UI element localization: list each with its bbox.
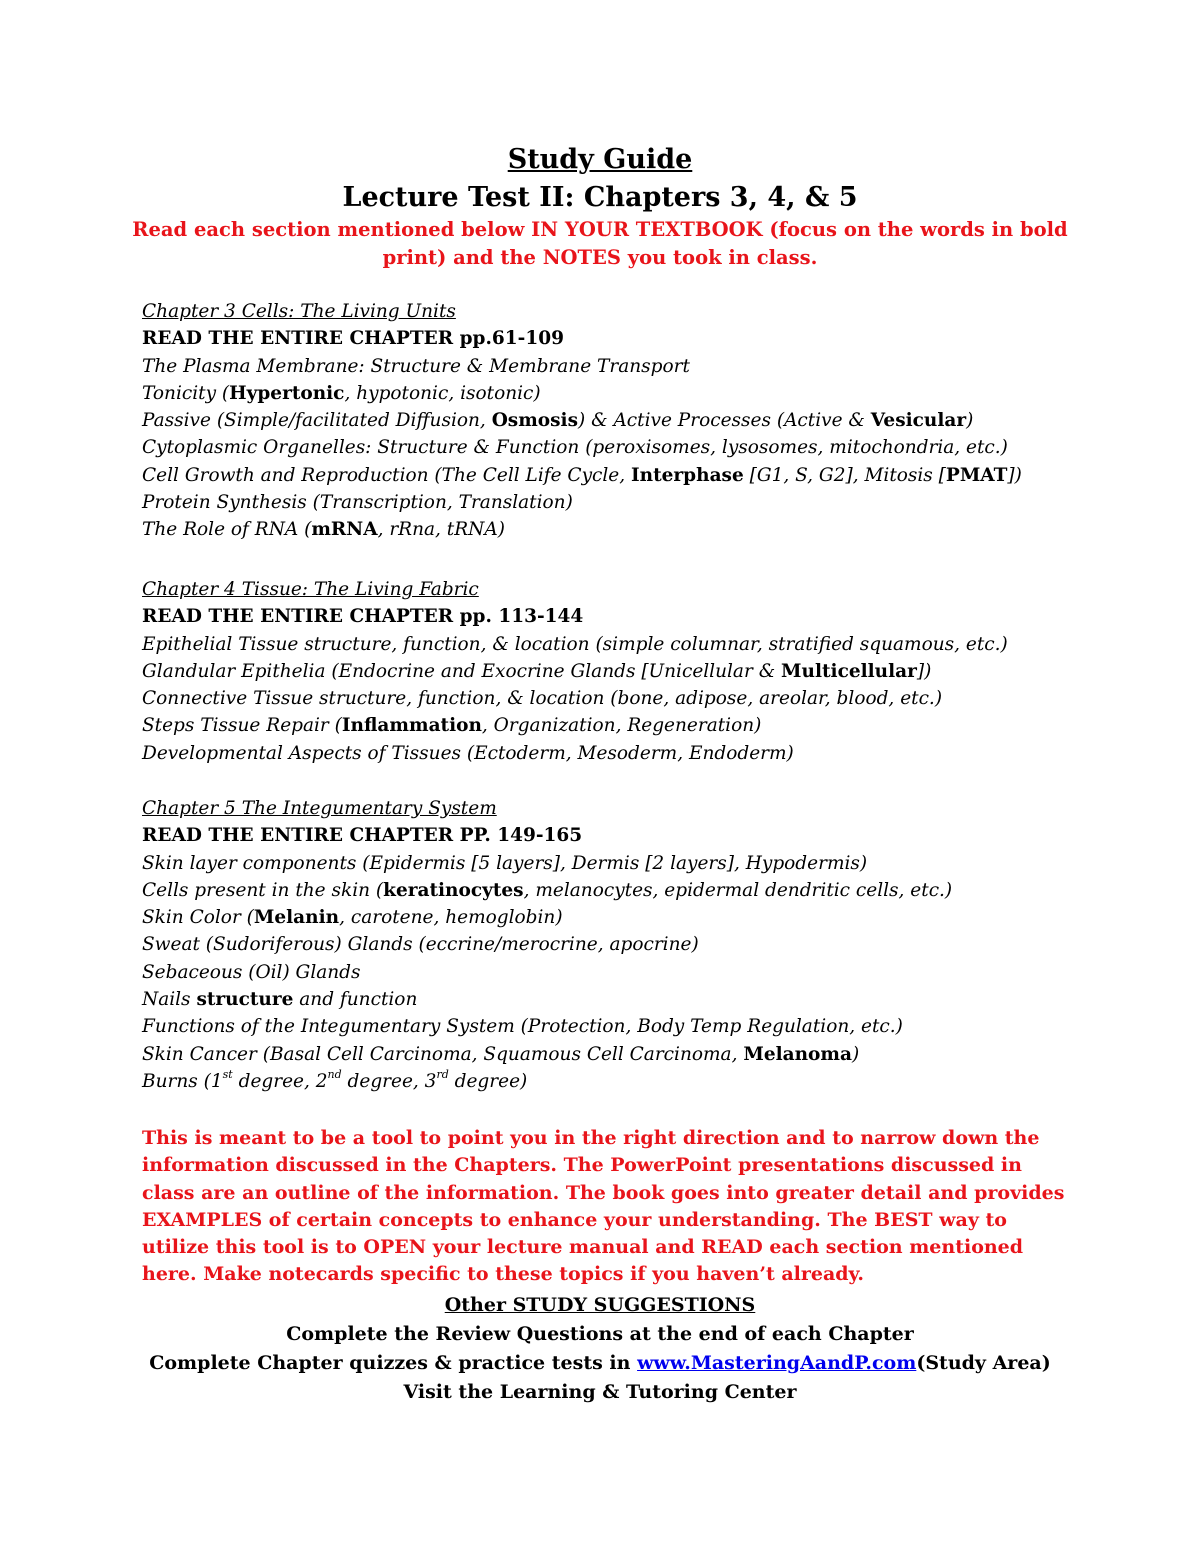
- topic-line: Skin Color (Melanin, carotene, hemoglobin): [142, 907, 563, 929]
- suggestion-item: Complete the Review Questions at the end of each Chapter: [286, 1323, 914, 1345]
- chapter-4-section: [142, 576, 1142, 767]
- closing-note: This is meant to be a tool to point you in the right direction and to narrow down the information discussed in the Chapters. The PowerPoint presentations discussed in class are an outline of the information. The book goes into greater detail and provides EXAMPLES of certain concepts to enhance your understanding. The BEST way to utilize this tool is to OPEN your lecture manual and READ each section mentioned here. Make notecards specific to these topics if you haven’t already.: [142, 1127, 1065, 1286]
- suggestion-item: Complete Chapter quizzes & practice tests in www.MasteringAandP.com(Study Area): [149, 1352, 1051, 1374]
- topic-line: Burns (1st degree, 2nd degree, 3rd degree): [142, 1067, 528, 1092]
- chapter-3-read: READ THE ENTIRE CHAPTER pp.61-109: [142, 328, 564, 350]
- topic-line: Connective Tissue structure, function, & location (bone, adipose, areolar, blood, etc.): [142, 688, 943, 710]
- topic-line: Cytoplasmic Organelles: Structure & Function (peroxisomes, lysosomes, mitochondria, etc.): [142, 437, 1008, 459]
- topic-line: The Plasma Membrane: Structure & Membrane Transport: [142, 355, 690, 377]
- topic-line: The Role of RNA (mRNA, rRna, tRNA): [142, 519, 505, 541]
- chapter-3-section: [142, 298, 1142, 544]
- chapter-4-heading: Chapter 4 Tissue: The Living Fabric: [142, 579, 479, 600]
- topic-line: Nails structure and function: [142, 989, 418, 1011]
- study-suggestions: [0, 1291, 1200, 1407]
- topic-line: Cell Growth and Reproduction (The Cell Life Cycle, Interphase [G1, S, G2], Mitosis [PMAT]): [142, 464, 1022, 486]
- chapter-5-section: [142, 795, 1142, 1095]
- topic-line: Developmental Aspects of Tissues (Ectoderm, Mesoderm, Endoderm): [142, 742, 794, 764]
- topic-line: Steps Tissue Repair (Inflammation, Organization, Regeneration): [142, 715, 762, 737]
- topic-line: Sebaceous (Oil) Glands: [142, 961, 361, 983]
- suggestions-heading: Other STUDY SUGGESTIONS: [444, 1294, 756, 1316]
- suggestion-item: Visit the Learning & Tutoring Center: [403, 1381, 797, 1403]
- topic-line: Skin layer components (Epidermis [5 layers], Dermis [2 layers], Hypodermis): [142, 852, 868, 874]
- topic-line: Epithelial Tissue structure, function, & location (simple columnar, stratified squamous, etc.): [142, 633, 1008, 655]
- chapter-5-heading: Chapter 5 The Integumentary System: [142, 798, 497, 819]
- mastering-link[interactable]: www.MasteringAandP.com: [637, 1352, 917, 1374]
- topic-line: Cells present in the skin (keratinocytes, melanocytes, epidermal dendritic cells, etc.): [142, 879, 953, 901]
- chapter-5-read: READ THE ENTIRE CHAPTER PP. 149-165: [142, 825, 583, 847]
- chapter-4-read: READ THE ENTIRE CHAPTER pp. 113-144: [142, 606, 584, 628]
- topic-line: Passive (Simple/facilitated Diffusion, Osmosis) & Active Processes (Active & Vesicular): [142, 410, 974, 432]
- topic-line: Sweat (Sudoriferous) Glands (eccrine/merocrine, apocrine): [142, 934, 699, 956]
- topic-line: Glandular Epithelia (Endocrine and Exocrine Glands [Unicellular & Multicellular]): [142, 660, 932, 682]
- topic-line: Functions of the Integumentary System (Protection, Body Temp Regulation, etc.): [142, 1016, 903, 1038]
- page-subtitle: Lecture Test II: Chapters 3, 4, & 5: [342, 182, 858, 213]
- page-title: Study Guide: [507, 144, 693, 175]
- topic-line: Tonicity (Hypertonic, hypotonic, isotonic): [142, 382, 541, 404]
- chapter-3-heading: Chapter 3 Cells: The Living Units: [142, 301, 456, 322]
- intro-note: Read each section mentioned below IN YOUR TEXTBOOK (focus on the words in bold print) and the NOTES you took in class.: [132, 218, 1068, 269]
- topic-line: Skin Cancer (Basal Cell Carcinoma, Squamous Cell Carcinoma, Melanoma): [142, 1043, 860, 1065]
- topic-line: Protein Synthesis (Transcription, Translation): [142, 492, 573, 514]
